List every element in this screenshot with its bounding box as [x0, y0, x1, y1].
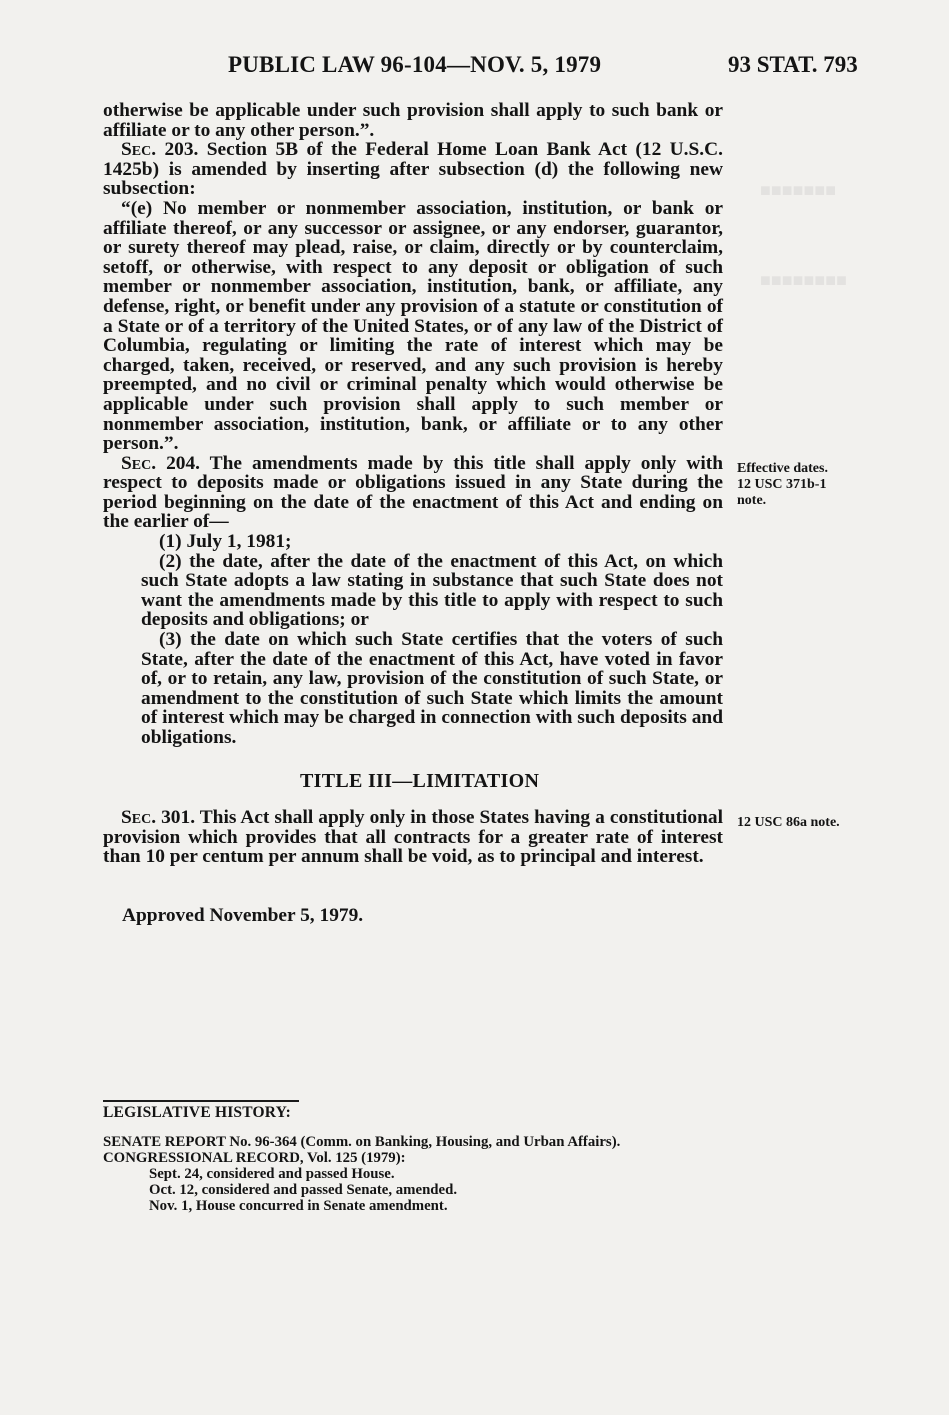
approval-date: Approved November 5, 1979. — [122, 905, 364, 926]
sec-202-tail: otherwise be applicable under such provision shall apply to such bank or affiliate or to any other person.”. — [103, 100, 723, 141]
sec-204-item-2: (2) the date, after the date of the enactment of this Act, on which such State adopts a law stating in substance that such State does not want the amendments made by this title to apply with respect to such deposits and obligations; or — [141, 550, 723, 631]
margin-note-line: Effective dates. — [737, 461, 828, 476]
sec-204-label: Sec. 204. — [121, 452, 201, 474]
bleed-through-decoration: ■■■■■■■■ — [760, 270, 847, 290]
sec-301 — [103, 808, 723, 867]
sec-204-item-3: (3) the date on which such State certifies that the voters of such State, after the date of the enactment of this Act, have voted in favor of, or to retain, any law, provision of the constitution of such State, or amendment to the constitution of such State which limits the amount of interest which may be charged in connection with such deposits and obligations. — [141, 629, 723, 748]
sec-204-item-1: (1) July 1, 1981; — [159, 531, 292, 553]
senate-report: SENATE REPORT No. 96-364 (Comm. on Banking, Housing, and Urban Affairs). — [103, 1134, 621, 1150]
sec-203-label: Sec. 203. — [121, 139, 199, 161]
sec-301-column — [103, 808, 723, 867]
margin-note-usc86a: 12 USC 86a note. — [737, 815, 840, 830]
sec-203-quote: “(e) No member or nonmember association, institution, or bank or affiliate thereof, or any successor or assignee, or any endorser, guarantor, or surety thereof may plead, raise, or claim, directly or by counterclaim, setoff, or otherwise, with respect to any deposit or obligation of such member or nonmember association, institution, bank, or affiliate, any defense, right, or benefit under any provision of a statute or constitution of a State or of a territory of the United States, or of any law of the District of Columbia, regulating or limiting the rate of interest which may be charged, taken, received, or reserved, and any such provision is hereby preempted, and no civil or criminal penalty which would otherwise be applicable under such provision shall apply to such member or nonmember association, institution, bank, or affiliate or to any other person.”. — [103, 197, 723, 455]
sec-203-intro: Section 5B of the Federal Home Loan Bank Act (12 U.S.C. 1425b) is amended by inserting after subsection (d) the following new subsection: — [103, 139, 723, 200]
sec-301-label: Sec. 301. — [121, 807, 196, 828]
margin-note-effective-dates — [737, 461, 828, 509]
history-entry: Oct. 12, considered and passed Senate, amended. — [149, 1182, 458, 1198]
sec-203 — [103, 140, 723, 199]
sec-204-intro: The amendments made by this title shall apply only with respect to deposits made or obligations issued in any State during the period beginning on the date of the enactment of this Act and ending on the earlier of— — [103, 452, 723, 533]
title-iii-heading: TITLE III—LIMITATION — [300, 770, 540, 792]
legislative-history-heading: LEGISLATIVE HISTORY: — [103, 1104, 291, 1121]
page-header-stat: 93 STAT. 793 — [728, 52, 858, 77]
sec-301-text: This Act shall apply only in those States having a constitutional provision which provides that all contracts for a greater rate of interest than 10 per centum per annum shall be void, as to principal and interest. — [103, 807, 723, 868]
page-header-title: PUBLIC LAW 96-104—NOV. 5, 1979 — [228, 52, 602, 77]
history-entry: Sept. 24, considered and passed House. — [149, 1166, 395, 1182]
sec-204 — [103, 454, 723, 532]
body-text-column — [103, 101, 723, 748]
congressional-record: CONGRESSIONAL RECORD, Vol. 125 (1979): — [103, 1150, 406, 1166]
margin-note-line: note. — [737, 493, 767, 508]
margin-note-line: 12 USC 371b-1 — [737, 477, 827, 492]
bleed-through-decoration: ■■■■■■■ — [760, 180, 837, 200]
legislative-history-body — [103, 1134, 620, 1214]
legislative-history-rule — [103, 1100, 299, 1102]
history-entry: Nov. 1, House concurred in Senate amendment. — [149, 1198, 448, 1214]
